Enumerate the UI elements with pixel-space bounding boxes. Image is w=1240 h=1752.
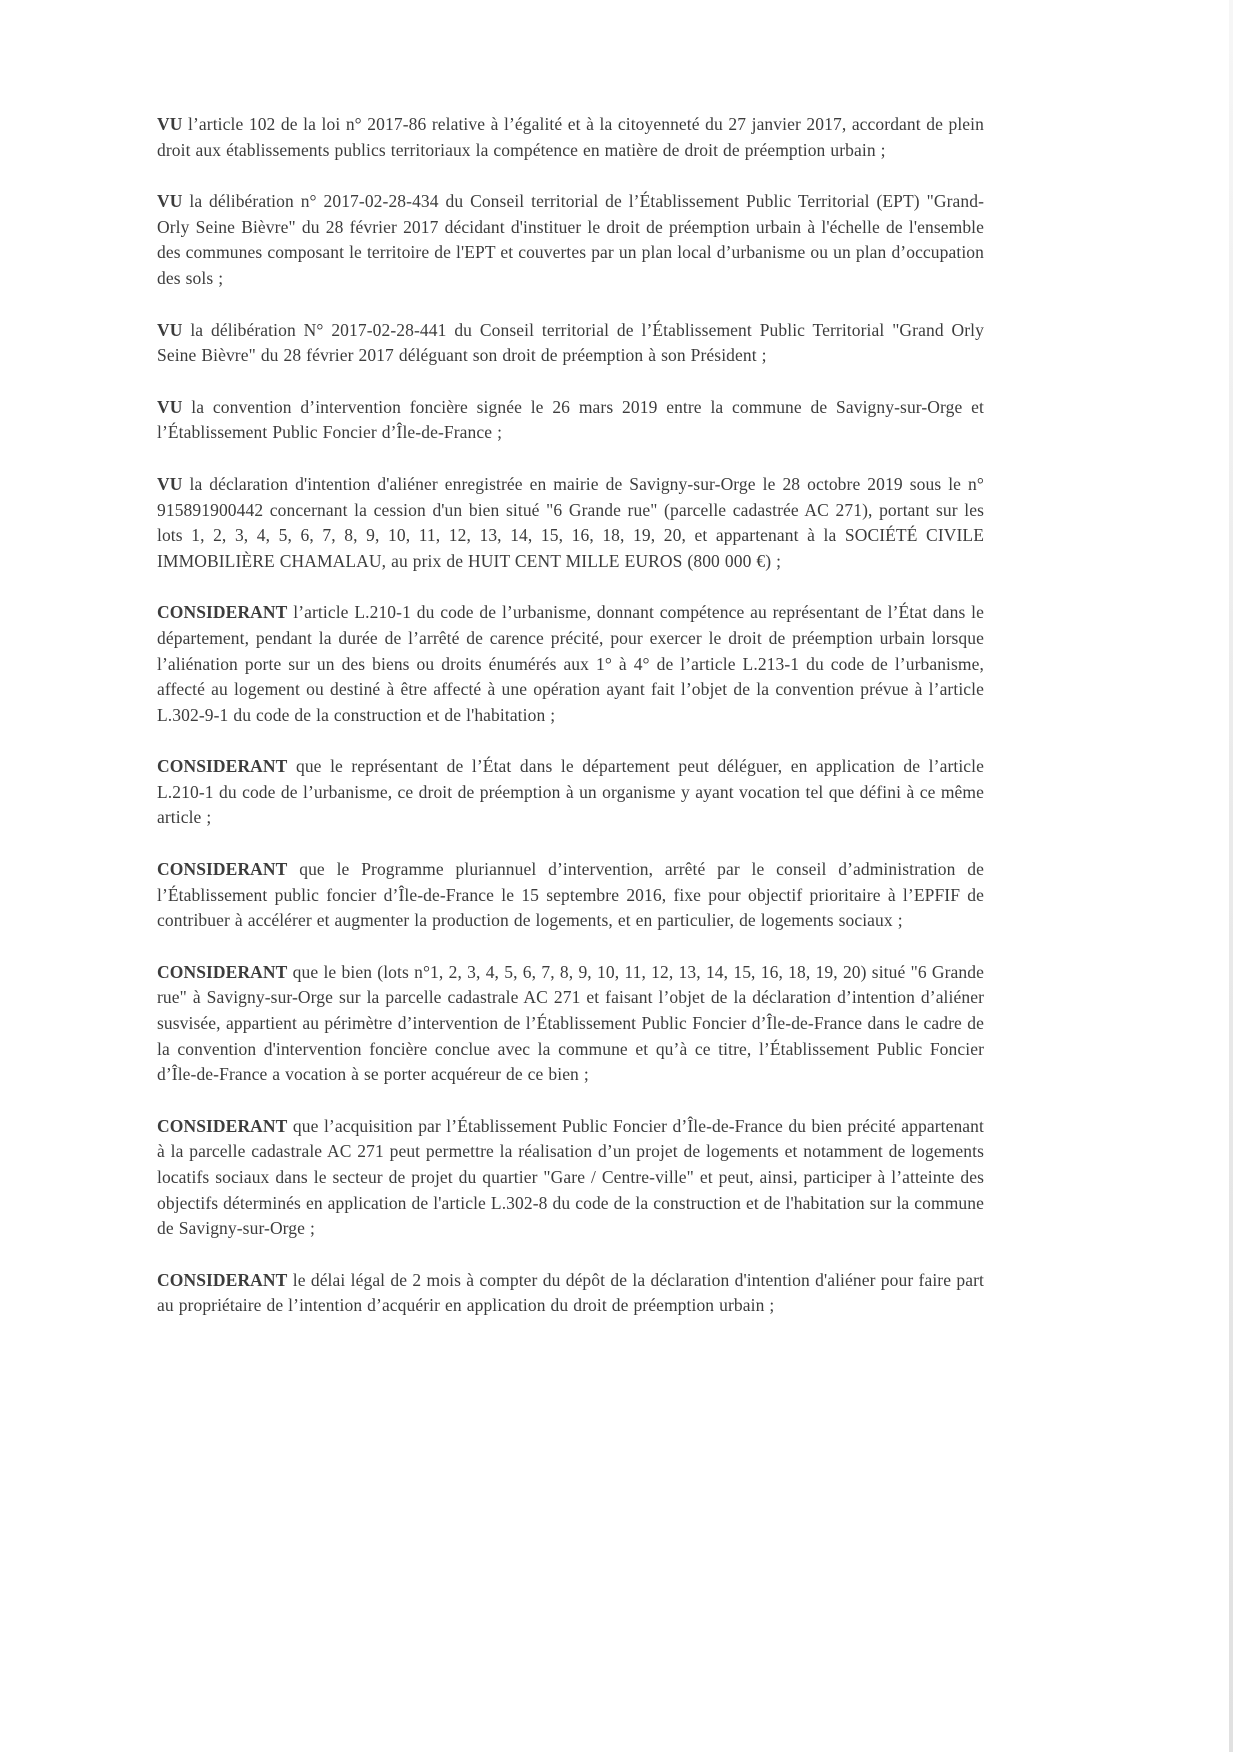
document-body	[157, 112, 984, 1345]
paragraph-keyword: CONSIDERANT	[157, 756, 288, 777]
paragraph-text: que le bien (lots n°1, 2, 3, 4, 5, 6, 7, 8, 9, 10, 11, 12, 13, 14, 15, 16, 18, 19, 20) situé "6 Grande rue" à Savigny-sur-Orge sur la parcelle cadastrale AC 271 et faisant l’objet de la déclaration d’intention d’aliéner susvisée, appartient au périmètre d’intervention de l’Établissement Public Foncier d’Île-de-France dans le cadre de la convention d'intervention foncière conclue avec la commune et qu’à ce titre, l’Établissement Public Foncier d’Île-de-France a vocation à se porter acquéreur de ce bien ;	[157, 961, 984, 1085]
paragraph-keyword: CONSIDERANT	[157, 1269, 288, 1290]
paragraph-text: la délibération N° 2017-02-28-441 du Conseil territorial de l’Établissement Public Territorial "Grand Orly Seine Bièvre" du 28 février 2017 déléguant son droit de préemption à son Président ;	[157, 319, 984, 366]
paragraph-text: l’article 102 de la loi n° 2017-86 relative à l’égalité et à la citoyenneté du 27 janvier 2017, accordant de plein droit aux établissements publics territoriaux la compétence en matière de droit de préemption urbain ;	[157, 114, 984, 160]
paragraph-text: la déclaration d'intention d'aliéner enregistrée en mairie de Savigny-sur-Orge le 28 octobre 2019 sous le n° 915891900442 concernant la cession d'un bien situé "6 Grande rue" (parcelle cadastrée AC 271), portant sur les lots 1, 2, 3, 4, 5, 6, 7, 8, 9, 10, 11, 12, 13, 14, 15, 16, 18, 19, 20, et appartenant à la SOCIÉTÉ CIVILE IMMOBILIÈRE CHAMALAU, au prix de HUIT CENT MILLE EUROS (800 000 €) ;	[157, 473, 984, 571]
paragraph-considerant-2	[157, 754, 984, 831]
paragraph-text: que le Programme pluriannuel d’intervention, arrêté par le conseil d’administration de l’Établissement public foncier d’Île-de-France le 15 septembre 2016, fixe pour objectif prioritaire à l’EPFIF de contribuer à accélérer et augmenter la production de logements, et en particulier, de logements sociaux ;	[157, 859, 984, 931]
paragraph-keyword: VU	[157, 319, 183, 340]
paragraph-keyword: VU	[157, 114, 183, 134]
paragraph-text: la convention d’intervention foncière signée le 26 mars 2019 entre la commune de Savigny-sur-Orge et l’Établissement Public Foncier d’Île-de-France ;	[157, 396, 984, 443]
paragraph-keyword: CONSIDERANT	[157, 602, 288, 623]
paragraph-text: la délibération n° 2017-02-28-434 du Conseil territorial de l’Établissement Public Territorial (EPT) "Grand-Orly Seine Bièvre" du 28 février 2017 décidant d'instituer le droit de préemption urbain à l'échelle de l'ensemble des communes composant le territoire de l'EPT et couvertes par un plan local d’urbanisme ou un plan d’occupation des sols ;	[157, 191, 985, 288]
paragraph-keyword: VU	[157, 396, 183, 417]
paragraph-considerant-6	[157, 1268, 984, 1319]
paragraph-keyword: CONSIDERANT	[157, 859, 288, 880]
paragraph-text: le délai légal de 2 mois à compter du dépôt de la déclaration d'intention d'aliéner pour faire part au propriétaire de l’intention d’acquérir en application du droit de préemption urbain ;	[157, 1269, 984, 1316]
scan-edge-artifact	[1229, 0, 1233, 1752]
paragraph-vu-4	[157, 395, 984, 446]
paragraph-vu-5	[157, 472, 984, 574]
paragraph-keyword: CONSIDERANT	[157, 1115, 288, 1136]
paragraph-text: l’article L.210-1 du code de l’urbanisme, donnant compétence au représentant de l’État dans le département, pendant la durée de l’arrêté de carence précité, pour exercer le droit de préemption urbain lorsque l’aliénation porte sur un des biens ou droits énumérés aux 1° à 4° de l’article L.213-1 du code de l’urbanisme, affecté au logement ou destiné à être affecté à une opération ayant fait l’objet de la convention prévue à l’article L.302-9-1 du code de la construction et de l'habitation ;	[157, 602, 984, 725]
paragraph-considerant-4	[157, 960, 984, 1088]
paragraph-keyword: VU	[157, 191, 183, 212]
paragraph-vu-2	[157, 189, 984, 291]
paragraph-keyword: VU	[157, 473, 183, 494]
paragraph-text: que le représentant de l’État dans le département peut déléguer, en application de l’article L.210-1 du code de l’urbanisme, ce droit de préemption à un organisme y ayant vocation tel que défini à ce même article ;	[157, 756, 984, 828]
paragraph-vu-1	[157, 112, 984, 163]
paragraph-keyword: CONSIDERANT	[157, 961, 288, 982]
paragraph-considerant-5	[157, 1114, 984, 1242]
paragraph-considerant-1	[157, 600, 984, 728]
paragraph-considerant-3	[157, 857, 984, 934]
paragraph-vu-3	[157, 318, 984, 369]
paragraph-text: que l’acquisition par l’Établissement Public Foncier d’Île-de-France du bien précité appartenant à la parcelle cadastrale AC 271 peut permettre la réalisation d’un projet de logements et notamment de logements locatifs sociaux dans le secteur de projet du quartier "Gare / Centre-ville" et peut, ainsi, participer à l’atteinte des objectifs déterminés en application de l'article L.302-8 du code de la construction et de l'habitation sur la commune de Savigny-sur-Orge ;	[157, 1115, 984, 1239]
